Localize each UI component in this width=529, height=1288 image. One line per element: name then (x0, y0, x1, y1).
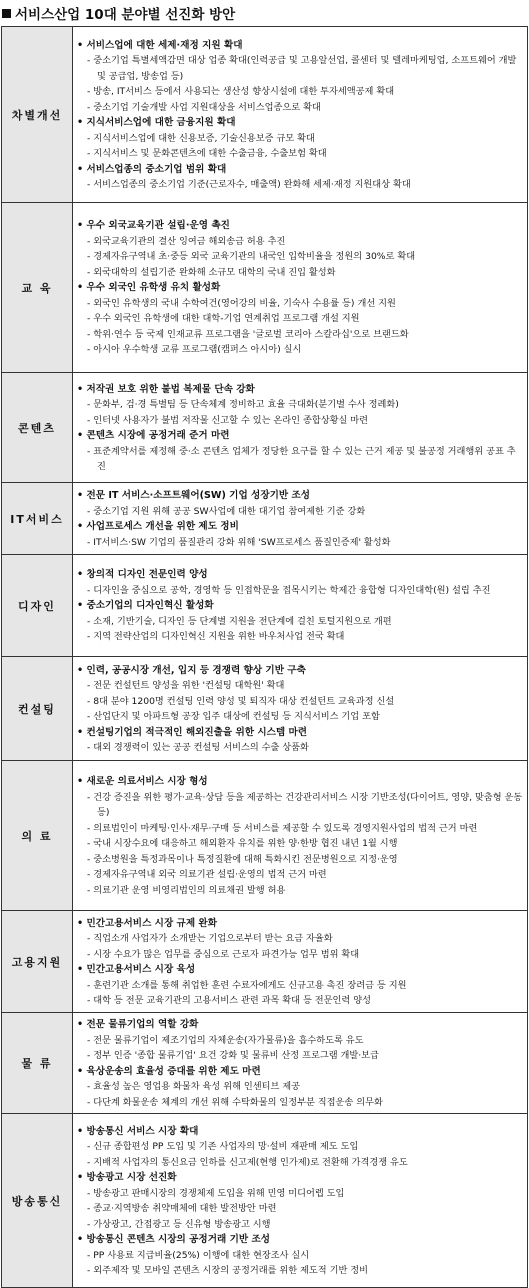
policy-item: - 8대 분야 1200명 컨설팅 인력 양성 및 퇴직자 대상 컨설턴트 교육과정 신설 (87, 695, 395, 707)
policy-item: - 국내 시장수요에 대응하고 해외환자 유치를 위한 양·한방 협진 내년 1월 시행 (87, 838, 398, 849)
row-category-label: 컨설팅 (2, 657, 73, 761)
row-category-label: 고용지원 (2, 911, 73, 1013)
policy-item: - 가상광고, 간접광고 등 신유형 방송광고 시행 (87, 1218, 271, 1230)
policy-item: - 방송, IT서비스 등에서 사용되는 생산성 향상시설에 대한 투자세액공제 확대 (87, 86, 395, 97)
policy-item: - 다단계 화물운송 체계의 개선 위해 수탁화물의 일정부분 직접운송 의무화 (87, 1096, 383, 1108)
policy-item: - 지배적 사업자의 통신요금 인하를 신고제(현행 인가제)로 전환해 가격경쟁 유도 (87, 1156, 408, 1168)
row-content (73, 911, 528, 1013)
policy-heading: • 전문 IT 서비스·소프트웨어(SW) 기업 성장기반 조성 (77, 490, 311, 501)
row-content (73, 761, 528, 911)
policy-item: - 훈련기관 소개를 통해 취업한 훈련 수료자에게도 신규고용 촉진 장려금 등 지원 (87, 979, 407, 991)
policy-item: - 방송광고 판매시장의 경쟁체제 도입을 위해 민영 미디어렙 도입 (87, 1187, 345, 1199)
table-row (2, 1013, 528, 1114)
policy-item: - 지식서비스 및 문화콘텐츠에 대한 수출금융, 수출보험 확대 (87, 148, 327, 159)
square-bullet-icon (2, 9, 11, 18)
policy-heading: • 방송통신 콘텐츠 시장의 공정거래 기반 조성 (77, 1234, 270, 1245)
row-category-label: 디자인 (2, 555, 73, 657)
policy-item: - 지식서비스업에 대한 신용보증, 기술신용보증 규모 확대 (87, 132, 315, 144)
policy-item: - 효율성 높은 영업용 화물차 육성 위해 인센티브 제공 (87, 1081, 301, 1092)
policy-item: - 중소기업 지원 위해 공공 SW사업에 대한 대기업 참여제한 기준 강화 (87, 505, 366, 517)
table-row (2, 761, 528, 911)
policy-table (1, 26, 528, 1288)
policy-item: - 디자인을 중심으로 공학, 경영학 등 인접학문을 접목시키는 학제간 융합형 디자인대학(원) 설립 추진 (87, 584, 491, 596)
row-category-label: 콘텐츠 (2, 373, 73, 483)
policy-heading: • 우수 외국인 유학생 유치 활성화 (77, 282, 221, 294)
policy-item: - 신규 종합편성 PP 도입 및 기존 사업자의 망·설비 재판매 제도 도입 (87, 1141, 359, 1152)
table-row (2, 27, 528, 203)
policy-item: - 중소병원을 특정과목이나 특정질환에 대해 특화시킨 전문병원으로 지정·운영 (87, 853, 398, 865)
policy-item: - 중소기업 특별세액감면 대상 업종 확대(인력공급 및 고용알선업, 콜센터 및 텔레마케팅업, 소프트웨어 개발 및 공급업, 방송업 등) (87, 55, 520, 82)
policy-item: - 학위·연수 등 국제 인재교류 프로그램을 '글로벌 코리아 스칼라십'으로 브랜드화 (87, 328, 409, 340)
policy-item: - 의료법인이 마케팅·인사·재무·구매 등 서비스를 제공할 수 있도록 경영지원사업의 법적 근거 마련 (87, 822, 478, 834)
policy-item: - 아시아 우수학생 교류 프로그램(캠퍼스 아시아) 실시 (87, 344, 302, 356)
policy-item: - 표준계약서를 제정해 중·소 콘텐츠 업체가 정당한 요구를 할 수 있는 근거 제공 및 불공정 거래행위 공표 추진 (87, 445, 516, 472)
policy-item: - 경제자유구역내 초·중등 외국 교육기관의 내국인 입학비율을 정원의 30%로 확대 (87, 251, 416, 263)
policy-heading: • 사업프로세스 개선을 위한 제도 정비 (77, 521, 239, 532)
row-category-label: 교 육 (2, 203, 73, 373)
policy-item: - 산업단지 및 아파트형 공장 입주 대상에 컨설팅 등 지식서비스 기업 포함 (87, 711, 380, 722)
row-content (73, 1114, 528, 1288)
policy-item: - 경제자유구역내 외국 의료기관 설립·운영의 법적 근거 마련 (87, 869, 327, 880)
policy-item: - 외국대학의 설립기준 완화해 소규모 대학의 국내 진입 활성화 (87, 266, 336, 278)
table-row (2, 203, 528, 373)
policy-heading: • 콘텐츠 시장에 공정거래 준거 마련 (77, 430, 230, 441)
policy-item: - 대외 경쟁력이 있는 공공 컨설팅 서비스의 수출 상품화 (87, 742, 309, 753)
policy-heading: • 컨설팅기업의 적극적인 해외진출을 위한 시스템 마련 (77, 726, 308, 738)
row-content (73, 373, 528, 483)
row-category-label: 방송통신 (2, 1114, 73, 1288)
policy-heading: • 민간고용서비스 시장 육성 (77, 964, 196, 975)
policy-item: - 건강 증진을 위한 평가·교육·상담 등을 제공하는 건강관리서비스 시장 기반조성(다이어트, 영양, 맞춤형 운동 등) (87, 791, 526, 818)
row-content (73, 555, 528, 657)
table-row (2, 1114, 528, 1288)
policy-item: - 소재, 기반기술, 디자인 등 단계별 지원을 전단계에 걸친 토털지원으로 개편 (87, 615, 392, 627)
table-row (2, 483, 528, 555)
policy-item: - 대학 등 전문 교육기관의 고용서비스 관련 과목 확대 등 전문인력 양성 (87, 995, 371, 1006)
policy-item: - 직업소개 사업자가 소개받는 기업으로부터 받는 요금 자율화 (87, 933, 333, 944)
policy-item: - 서비스업종의 중소기업 기준(근로자수, 매출액) 완화해 세제·재정 지원대상 확대 (87, 179, 411, 190)
row-content (73, 27, 528, 203)
table-row (2, 657, 528, 761)
title-text: 서비스산업 10대 분야별 선진화 방안 (15, 7, 236, 23)
policy-heading: • 우수 외국교육기관 설립·운영 촉진 (77, 220, 230, 232)
table-row (2, 373, 528, 483)
policy-heading: • 인력, 공공시장 개선, 입지 등 경쟁력 향상 기반 구축 (77, 664, 306, 676)
policy-heading: • 지식서비스업에 대한 금융지원 확대 (77, 117, 236, 128)
policy-item: - 전문 컨설턴트 양성을 위한 '컨설팅 대학원' 확대 (87, 680, 285, 691)
document-title (0, 0, 529, 26)
policy-heading: • 저작권 보호 위한 불법 복제물 단속 강화 (77, 383, 255, 395)
policy-heading: • 서비스업에 대한 세제·재정 지원 확대 (77, 39, 243, 51)
policy-heading: • 중소기업의 디자인혁신 활성화 (77, 600, 214, 612)
policy-item: - 종교·지역방송 취약매체에 대한 발전방안 마련 (87, 1203, 277, 1214)
policy-item: - 인터넷 사용자가 불법 저작물 신고할 수 있는 온라인 종합상황실 마련 (87, 414, 369, 426)
policy-item: - 중소기업 기술개발 사업 지원대상을 서비스업종으로 확대 (87, 101, 321, 113)
policy-item: - 문화부, 검·경 특별팀 등 단속체계 정비하고 효율 극대화(분기별 수사 정례화) (87, 399, 399, 410)
policy-item: - 외국인 유학생의 국내 수학여건(영어강의 비율, 기숙사 수용률 등) 개선 지원 (87, 297, 396, 309)
row-category-label: 의 료 (2, 761, 73, 911)
policy-item: - IT서비스·SW 기업의 품질관리 강화 위해 'SW프로세스 품질인증제' 활성화 (87, 536, 391, 548)
policy-heading: • 창의적 디자인 전문인력 양성 (77, 569, 208, 581)
policy-item: - 지역 전략산업의 디자인혁신 지원을 위한 바우처사업 전국 확대 (87, 631, 345, 643)
policy-item: - 전문 물류기업이 제조기업의 자체운송(자가물류)을 흡수하도록 유도 (87, 1034, 364, 1046)
row-content (73, 657, 528, 761)
row-category-label: 물 류 (2, 1013, 73, 1114)
policy-item: - 외주제작 및 모바일 콘텐츠 시장의 공정거래를 위한 제도적 기반 정비 (87, 1265, 369, 1276)
policy-heading: • 서비스업종의 중소기업 범위 확대 (77, 163, 227, 175)
policy-item: - 외국교육기관의 결산 잉여금 해외송금 허용 추진 (87, 235, 286, 247)
policy-item: - 정부 인증 '종합 물류기업' 요건 강화 및 물류비 산정 프로그램 개발·보급 (87, 1050, 379, 1061)
policy-item: - 시장 수요가 많은 업무를 중심으로 근로자 파견가능 업무 범위 확대 (87, 948, 360, 960)
policy-heading: • 민간고용서비스 시장 규제 완화 (77, 917, 217, 929)
policy-heading: • 방송광고 시장 선진화 (77, 1172, 177, 1183)
row-content (73, 1013, 528, 1114)
row-category-label: 차별개선 (2, 27, 73, 203)
row-category-label: IT서비스 (2, 483, 73, 555)
policy-item: - PP 사용료 지급비율(25%) 이행에 대한 현장조사 실시 (87, 1249, 310, 1261)
row-content (73, 203, 528, 373)
policy-item: - 의료기관 운영 비영리법인의 의료채권 발행 허용 (87, 884, 286, 896)
table-row (2, 555, 528, 657)
row-content (73, 483, 528, 555)
policy-item: - 우수 외국인 유학생에 대한 대학-기업 연계취업 프로그램 개설 지원 (87, 313, 360, 325)
policy-heading: • 육상운송의 효율성 증대를 위한 제도 마련 (77, 1065, 261, 1077)
table-row (2, 911, 528, 1013)
policy-heading: • 전문 물류기업의 역할 강화 (77, 1019, 199, 1030)
policy-heading: • 방송통신 서비스 시장 확대 (77, 1125, 199, 1137)
policy-heading: • 새로운 의료서비스 시장 형성 (77, 776, 208, 787)
